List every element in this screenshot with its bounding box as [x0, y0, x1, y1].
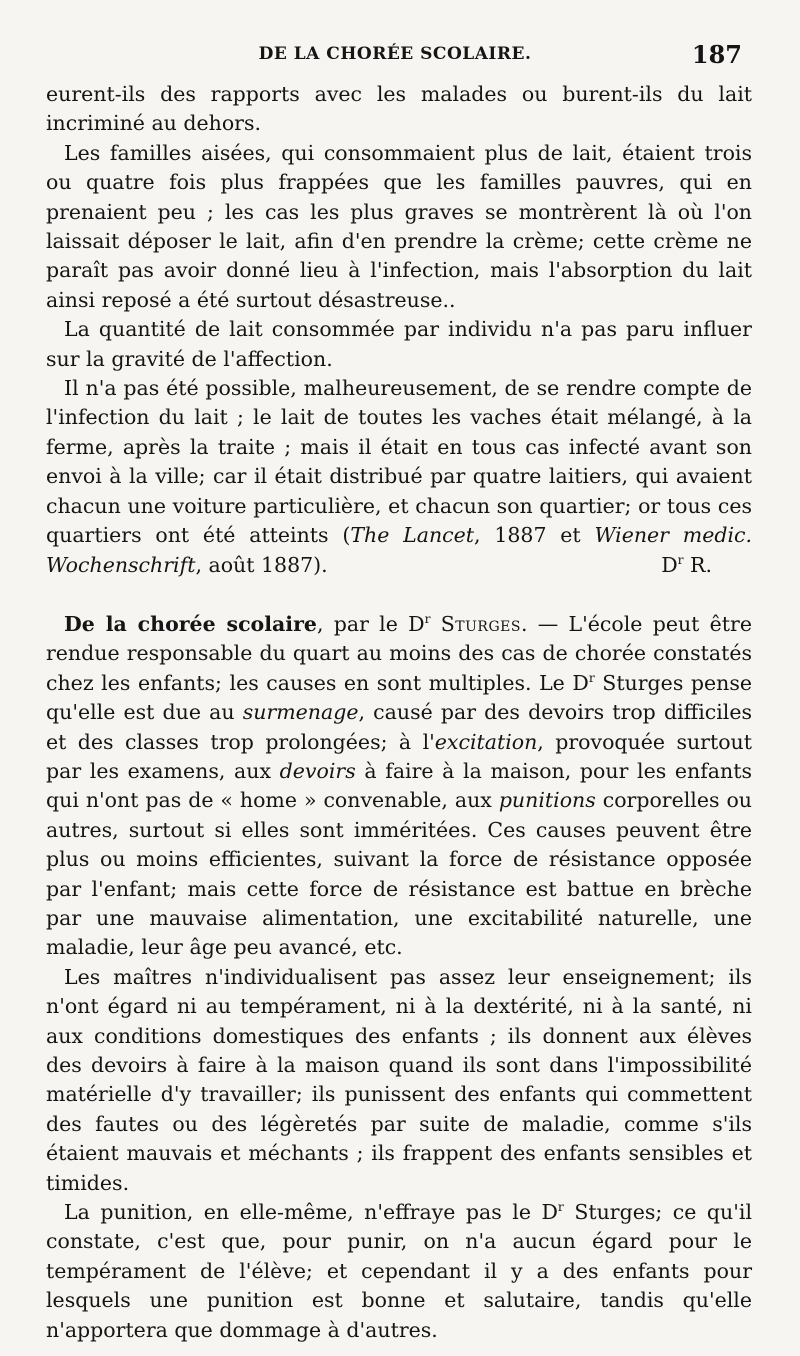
citation-wiener: Wiener medic. Wochenschrift — [46, 523, 753, 577]
term-punitions: punitions — [498, 788, 596, 813]
term-excitation: excitation — [434, 729, 538, 754]
text-run: La punition, en elle-même, n'effraye pas le D — [64, 1200, 558, 1225]
text-run: , provoquée surtout par les examens, aux — [46, 729, 752, 783]
term-surmenage: surmenage — [242, 700, 359, 725]
text-run: Sturges pense qu'elle est due au — [46, 670, 753, 725]
text-run: . — L'école peut être rendue responsable du quart au moins des cas de chorée constatés chez les enfants; les causes en sont multiples. Le D — [46, 611, 752, 695]
paragraph: Les familles aisées, qui consommaient plus de lait, étaient trois ou quatre fois plus frappées que les familles pauvres, qui en prenaient peu ; les cas les plus graves se montrèrent là où l'on laissait déposer le lait, afin d'en prendre la crème; cette crème ne paraît pas avoir donné lieu à l'infection, mais l'absorption du lait ainsi reposé a été surtout désastreuse.. — [46, 140, 752, 312]
article-title: De la chorée scolaire — [64, 611, 317, 636]
page-number: 187 — [691, 40, 742, 69]
paragraph: La quantité de lait consommée par individu n'a pas paru influer sur la gravité de l'affection. — [46, 317, 752, 371]
author-name: Sturges — [440, 611, 521, 636]
text-run: à faire à la maison, pour les enfants qui n'ont pas de « home » convenable, aux — [46, 758, 752, 813]
term-devoirs: devoirs — [279, 758, 356, 783]
paragraph: La punition, en elle-même, n'effraye pas le $D^r$ Sturges; ce qu'il constate, c'est que, pour punir, on n'a aucun égard pour le tempérament de l'élève; et cependant il y a des enfants pour lesquels une punition est bonne et salutaire, tandis qu'elle n'apportera que dommage à d'autres. — [46, 1200, 753, 1342]
signature: $D^r$ R. — [661, 552, 712, 577]
running-head: DE LA CHORÉE SCOLAIRE. — [258, 44, 532, 64]
article-chorea-intro: De la chorée scolaire, par le $D^r$ Sturges. — L'école peut être rendue responsable du quart au moins des cas de chorée constatés chez les enfants; les causes en sont multiples. Le $D^r$ Sturges pense qu'elle est due au surmenage, causé par des devoirs trop difficiles et des classes trop prolongées; à l'excitation, provoquée surtout par les examens, aux devoirs à faire à la maison, pour les enfants qui n'ont pas de « home » convenable, aux punitions corporelles ou autres, surtout si elles sont imméritées. Ces causes peuvent être plus ou moins efficientes, suivant la force de résistance opposée par l'enfant; mais cette force de résistance est battue en brèche par une mauvaise alimentation, une excitabilité naturelle, une maladie, leur âge peu avancé, etc. — [46, 611, 753, 960]
text-run: , 1887 et — [474, 523, 595, 548]
text-run: , par le D — [316, 611, 425, 636]
text-run: , août 1887). — [195, 552, 328, 577]
text-run: corporelles ou autres, surtout si elles sont imméritées. Ces causes peuvent être plus ou moins efficientes, suivant la force de résistance opposée par l'enfant; mais cette force de résistance est battue en brèche par une mauvaise alimentation, une excitabilité naturelle, une maladie, leur âge peu avancé, etc. — [46, 788, 752, 960]
paragraph: Les maîtres n'individualisent pas assez leur enseignement; ils n'ont égard ni au tempérament, ni à la dextérité, ni à la santé, ni aux conditions domestiques des enfants ; ils donnent aux élèves des devoirs à faire à la maison quand ils sont dans l'impossibilité matérielle d'y travailler; ils punissent des enfants qui commettent des fautes ou des légèretés par suite de maladie, comme s'ils étaient mauvais et méchants ; ils frappent des enfants sensibles et timides. — [46, 964, 752, 1195]
text-run: , causé par des devoirs trop difficiles et des classes trop prolongées; à l' — [46, 700, 752, 754]
page-header — [48, 40, 742, 74]
text-run: Il n'a pas été possible, malheureusement, de se rendre compte de l'infection du lait ; le lait de toutes les vaches était mélangé, à la ferme, après la traite ; mais il était en tous cas infecté avant son envoi à la ville; car il était distribué par quatre laitiers, qui avaient chacun une voiture particulière, et chacun son quartier; or tous ces quartiers ont été atteints ( — [46, 376, 752, 548]
text-run: Sturges; ce qu'il constate, c'est que, pour punir, on n'a aucun égard pour le tempérament de l'élève; et cependant il y a des enfants pour lesquels une punition est bonne et salutaire, tandis qu'elle n'apportera que dommage à d'autres. — [46, 1200, 753, 1342]
citation-lancet: The Lancet — [350, 523, 475, 548]
body-text — [46, 80, 752, 1345]
paragraph — [46, 374, 752, 580]
paragraph: eurent-ils des rapports avec les malades ou burent-ils du lait incriminé au dehors. — [46, 82, 752, 136]
